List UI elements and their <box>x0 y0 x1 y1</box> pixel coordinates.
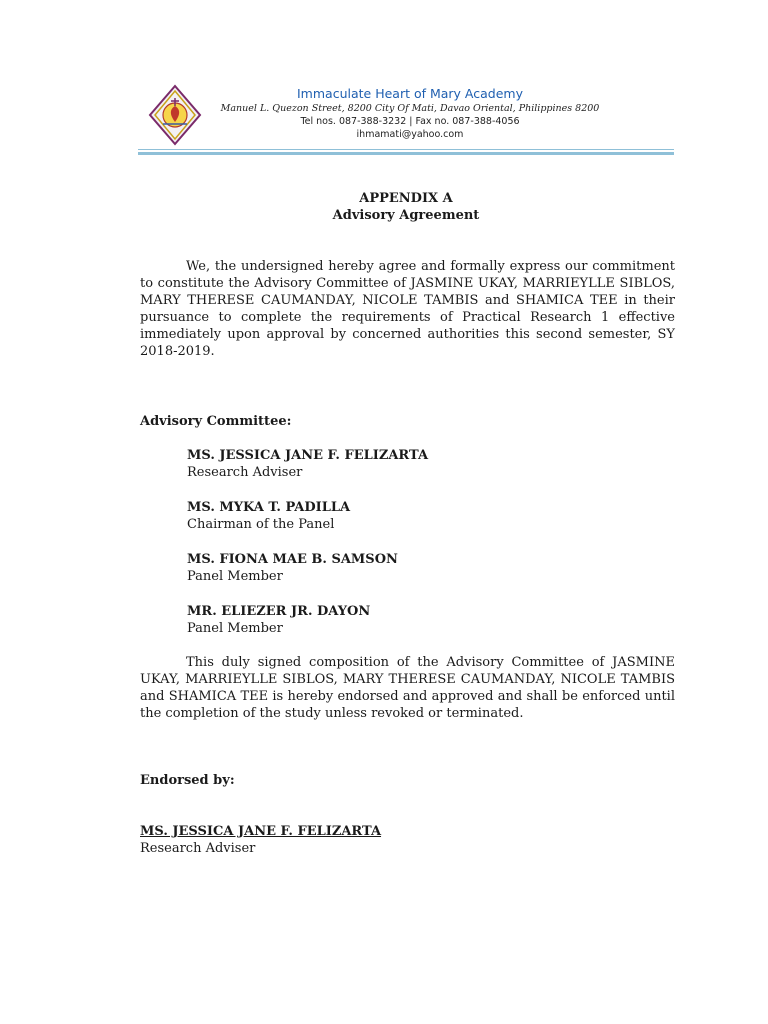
member-name: MS. MYKA T. PADILLA <box>187 500 351 515</box>
member-role: Panel Member <box>187 621 283 636</box>
letterhead-divider-thick <box>138 152 674 155</box>
school-address: Manuel L. Quezon Street, 8200 City Of Mati, Davao Oriental, Philippines 8200 <box>220 103 600 114</box>
committee-member <box>187 603 607 637</box>
document-title: Advisory Agreement <box>332 208 480 223</box>
member-role: Panel Member <box>187 569 283 584</box>
agreement-paragraph: We, the undersigned hereby agree and formally express our commitment to constitute the Advisory Committee of JASMINE UKAY, MARRIEYLLE SIBLOS, MARY THERESE CAUMANDAY, NICOLE TAMBIS and SHAMICA TEE in their pursuance to complete the requirements of Practical Research 1 effective immediately upon approval by concerned authorities this second semester, SY 2018-2019. <box>140 259 675 359</box>
school-contact: Tel nos. 087-388-3232 | Fax no. 087-388-4056 <box>300 116 520 127</box>
member-role: Chairman of the Panel <box>187 517 335 532</box>
endorsement-paragraph: This duly signed composition of the Advisory Committee of JASMINE UKAY, MARRIEYLLE SIBLOS, MARY THERESE CAUMANDAY, NICOLE TAMBIS and SHAMICA TEE is hereby endorsed and approved and shall be enforced until the completion of the study unless revoked or terminated. <box>140 655 675 721</box>
endorser-block <box>140 823 381 857</box>
member-name: MS. JESSICA JANE F. FELIZARTA <box>187 448 429 463</box>
appendix-label: APPENDIX A <box>359 191 453 206</box>
letterhead-divider-thin <box>138 149 674 150</box>
school-seal-icon <box>148 84 202 146</box>
endorser-role: Research Adviser <box>140 841 256 856</box>
member-role: Research Adviser <box>187 465 303 480</box>
member-name: MS. FIONA MAE B. SAMSON <box>187 552 398 567</box>
letterhead-text <box>200 86 620 141</box>
endorsed-heading: Endorsed by: <box>140 773 235 788</box>
committee-heading: Advisory Committee: <box>140 414 292 429</box>
committee-members-list <box>187 447 607 655</box>
committee-member <box>187 551 607 585</box>
school-name: Immaculate Heart of Mary Academy <box>297 86 523 101</box>
document-title-block <box>138 190 674 224</box>
committee-member <box>187 499 607 533</box>
member-name: MR. ELIEZER JR. DAYON <box>187 604 371 619</box>
school-email: ihmamati@yahoo.com <box>356 129 464 140</box>
committee-member <box>187 447 607 481</box>
endorser-name: MS. JESSICA JANE F. FELIZARTA <box>140 824 382 839</box>
